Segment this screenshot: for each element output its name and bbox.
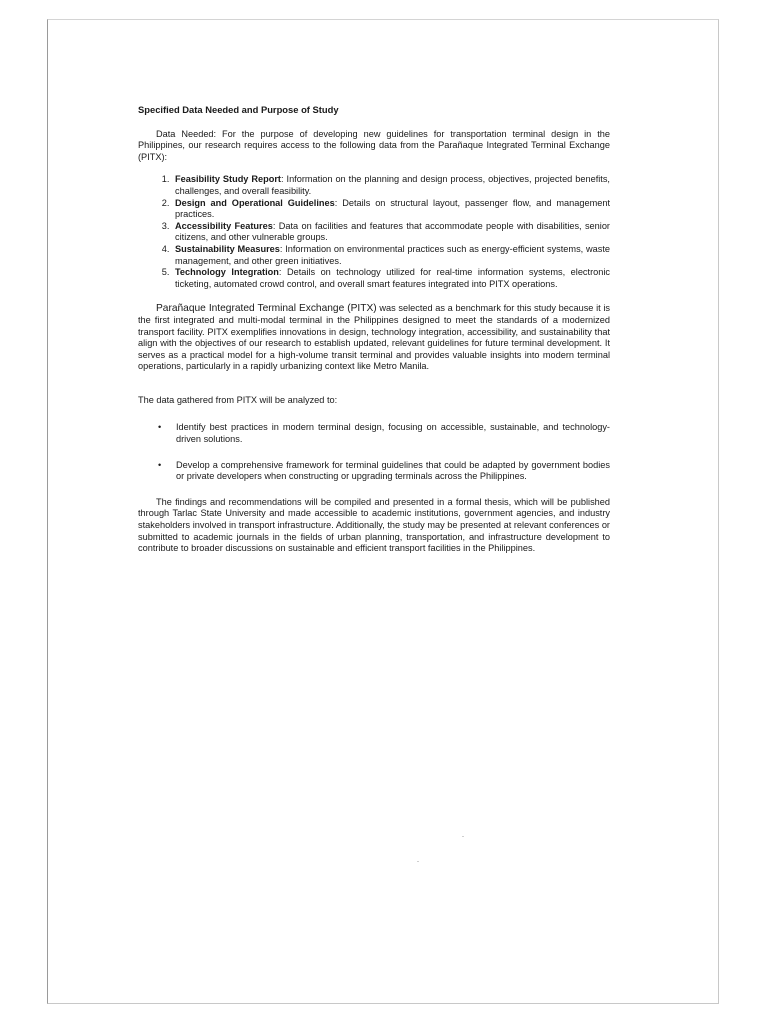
item-term: Technology Integration xyxy=(175,267,279,278)
item-text: : Information on environmental practices such as energy-efficient systems, waste management, and other green initiatives. xyxy=(175,243,610,266)
item-text: : Details on structural layout, passenger flow, and management practices. xyxy=(175,197,610,220)
scan-speck xyxy=(462,836,464,837)
list-item xyxy=(138,460,610,483)
section-heading: Specified Data Needed and Purpose of Study xyxy=(138,104,339,115)
bullet-icon: • xyxy=(158,459,162,470)
scan-speck xyxy=(417,861,419,862)
item-term: Sustainability Measures xyxy=(175,243,280,254)
list-item xyxy=(138,422,610,445)
item-text: : Information on the planning and design process, objectives, projected benefits, challenges, and overall feasibility. xyxy=(175,174,610,196)
analysis-intro: The data gathered from PITX will be analyzed to: xyxy=(138,394,338,405)
analysis-point: Identify best practices in modern terminal design, focusing on accessible, sustainable, and technology-driven solutions. xyxy=(176,422,610,445)
pitx-paragraph xyxy=(138,303,610,373)
item-text: : Details on technology utilized for real-time information systems, electronic ticketing, automated crowd control, and overall smart features integrated into PITX operations. xyxy=(175,267,610,289)
item-term: Design and Operational Guidelines xyxy=(175,197,335,208)
list-item xyxy=(172,267,610,290)
list-item xyxy=(172,221,610,244)
data-needed-list xyxy=(138,174,610,290)
closing-paragraph: The findings and recommendations will be compiled and presented in a formal thesis, which will be published through Tarlac State University and made accessible to academic institutions, government agencies, and industry stakeholders involved in transport infrastructure. Additionally, the study may be presented at relevant conferences or submitted to academic journals in the fields of urban planning, transportation, and infrastructure development to contribute to broader discussions on sustainable and efficient transport facilities in the Philippines. xyxy=(138,496,610,554)
list-item xyxy=(172,244,610,267)
list-item xyxy=(172,174,610,197)
item-term: Feasibility Study Report xyxy=(175,174,281,185)
analysis-list xyxy=(138,422,610,482)
list-item xyxy=(172,198,610,221)
analysis-point: Develop a comprehensive framework for terminal guidelines that could be adapted by government bodies or private developers when constructing or upgrading terminals across the Philippines. xyxy=(176,459,610,482)
pitx-lead: Parañaque Integrated Terminal Exchange (PITX) xyxy=(156,303,377,315)
item-text: : Data on facilities and features that accommodate people with disabilities, senior citizens, and other vulnerable groups. xyxy=(175,220,610,243)
data-needed-intro: Data Needed: For the purpose of developing new guidelines for transportation terminal design in the Philippines, our research requires access to the following data from the Parañaque Integrated Terminal Exchange (PITX): xyxy=(138,128,610,162)
bullet-icon: • xyxy=(158,422,162,433)
pitx-rest: was selected as a benchmark for this study because it is the first integrated and multi-modal terminal in the Philippines designed to meet the standards of a modernized transport facility. PITX exemplifies innovations in design, technology integration, accessibility, and sustainability that align with the objectives of our research to establish updated, relevant guidelines for future terminal development. It serves as a practical model for a high-volume transit terminal and provides valuable insights into modern terminal operations, particularly in a rapidly urbanizing context like Metro Manila. xyxy=(138,303,610,372)
item-term: Accessibility Features xyxy=(175,220,273,231)
document-body xyxy=(138,104,610,555)
